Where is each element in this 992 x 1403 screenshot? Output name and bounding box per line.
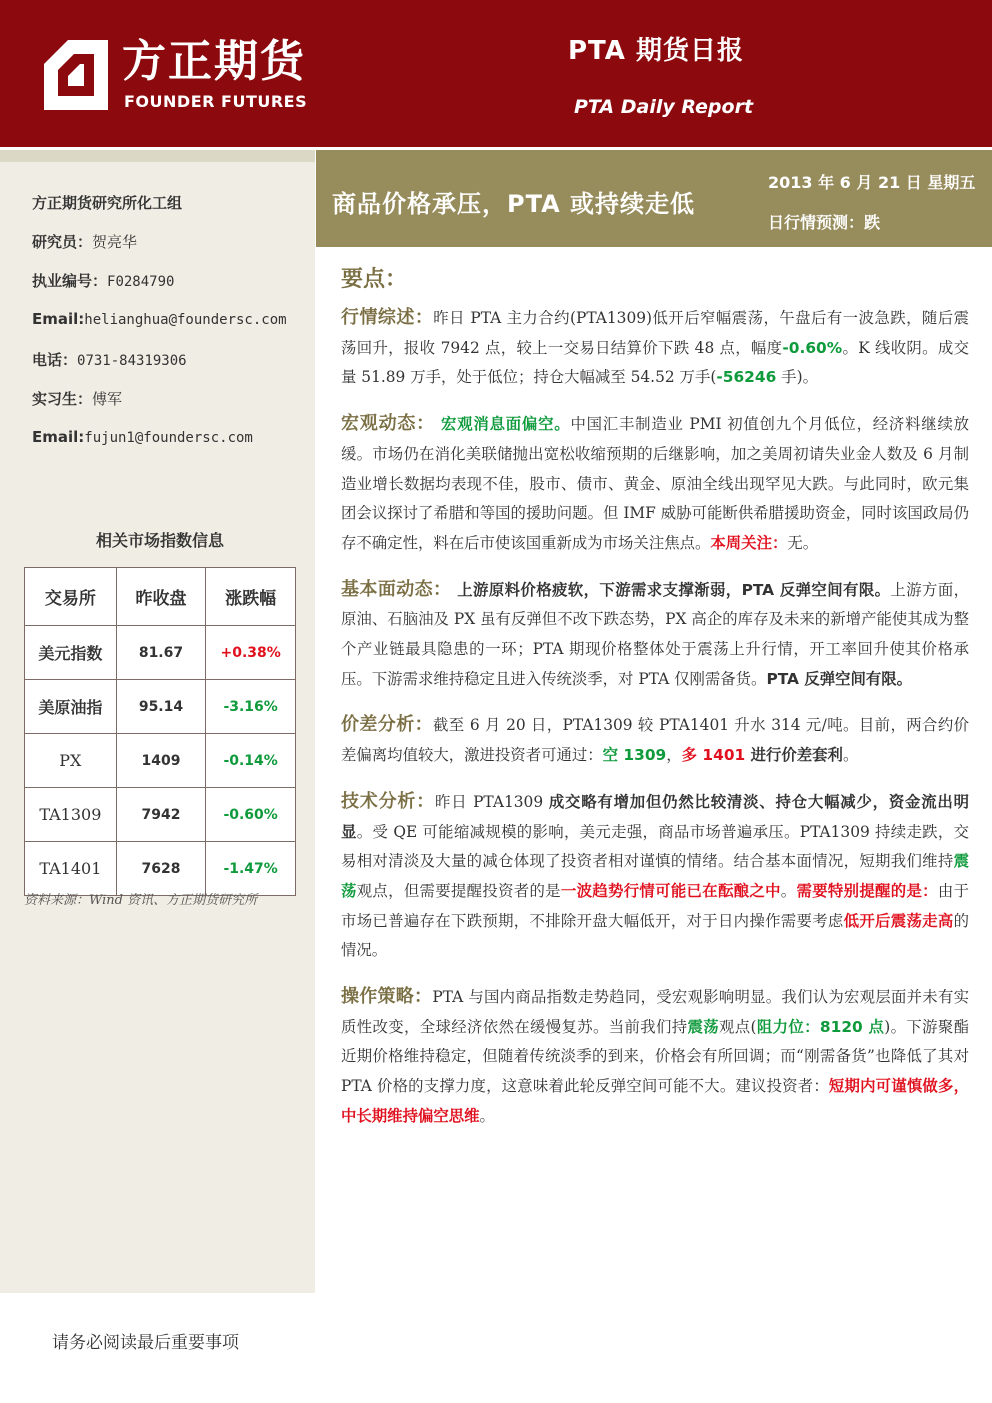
table-row [25, 680, 296, 734]
headline-banner [316, 150, 992, 247]
col-header-close: 昨收盘 [116, 568, 206, 626]
market-index-table [24, 567, 296, 896]
index-name: 美原油指 [25, 680, 117, 734]
index-change: +0.38% [206, 626, 296, 680]
report-date: 2013 年 6 月 21 日 星期五 [768, 173, 976, 192]
founder-logo-icon [44, 40, 108, 110]
index-close: 95.14 [116, 680, 206, 734]
email-line: Email:helianghua@foundersc.com [32, 310, 287, 328]
technical-analysis-paragraph: 技术分析：昨日 PTA1309 成交略有增加但仍然比较清淡、持仓大幅减少，资金流出明显。受 QE 可能缩减规模的影响，美元走强，商品市场普遍承压。PTA1309 持续走跌，交易相对清淡及大量的减仓体现了投资者相对谨慎的情绪。结合基本面情况，短期我们维持震荡观点，但需要提醒投资者的是一波趋势行情可能已在酝酿之中。需要特别提醒的是：由于市场已普遍存在下跌预期，不排除开盘大幅低开，对于日内操作需要考虑低开后震荡走高的情况。 [341, 790, 969, 960]
table-row [25, 734, 296, 788]
footer-notice: 请务必阅读最后重要事项 [52, 1333, 239, 1353]
email2-line: Email:fujun1@foundersc.com [32, 428, 253, 446]
report-title-cn: PTA 期货日报 [568, 36, 744, 66]
table-header-row [25, 568, 296, 626]
index-table-title: 相关市场指数信息 [95, 531, 224, 550]
report-header [0, 0, 992, 147]
source-note: 资料来源：Wind 资讯、方正期货研究所 [24, 893, 258, 908]
report-title-en: PTA Daily Report [574, 96, 754, 118]
daily-forecast: 日行情预测：跌 [768, 213, 881, 232]
macro-paragraph: 宏观动态： 宏观消息面偏空。中国汇丰制造业 PMI 初值创九个月低位，经济料继续放缓。市场仍在消化美联储抛出宽松收缩预期的后继影响，加之美周初请失业金人数及 6 月制造业增长数据均表现不佳，股市、债市、黄金、原油全线出现罕见大跌。与此同时，欧元集团会议探讨了希腊和等国的援助问题。但 IMF 威胁可能断供希腊援助资金，同时该国政局仍存不确定性，料在后市使该国重新成为市场关注焦点。本周关注：无。 [341, 413, 970, 552]
table-row [25, 626, 296, 680]
strategy-paragraph: 操作策略：PTA 与国内商品指数走势趋同，受宏观影响明显。我们认为宏观层面并未有实质性改变，全球经济依然在缓慢复苏。当前我们持震荡观点(阻力位：8120 点)。下游聚酯近期价格维持稳定，但随着传统淡季的到来，价格会有所回调；而“刚需备货”也降低了其对 PTA 价格的支撑力度，这意味着此轮反弹空间可能不大。建议投资者：短期内可谨慎做多，中长期维持偏空思维。 [341, 986, 969, 1125]
index-change: -0.14% [206, 734, 296, 788]
research-group: 方正期货研究所化工组 [32, 194, 183, 212]
logo-text-en: FOUNDER FUTURES [124, 92, 308, 111]
index-change: -1.47% [206, 842, 296, 896]
col-header-exchange: 交易所 [25, 568, 117, 626]
phone-line: 电话：0731-84319306 [32, 351, 187, 369]
index-change: -0.60% [206, 788, 296, 842]
email2-link[interactable]: fujun1@foundersc.com [84, 430, 253, 446]
researcher-line: 研究员：贺亮华 [32, 233, 138, 251]
table-row [25, 842, 296, 896]
key-points-title: 要点： [341, 267, 408, 292]
headline-title: 商品价格承压，PTA 或持续走低 [332, 190, 696, 218]
sidebar-divider [0, 150, 315, 162]
index-name: 美元指数 [25, 626, 117, 680]
intern-line: 实习生：傅军 [32, 390, 123, 408]
index-close: 7628 [116, 842, 206, 896]
email-link[interactable]: helianghua@foundersc.com [84, 312, 287, 328]
index-name: TA1401 [25, 842, 117, 896]
market-summary-paragraph: 行情综述：昨日 PTA 主力合约(PTA1309)低开后窄幅震荡，午盘后有一波急跌，随后震荡回升，报收 7942 点，较上一交易日结算价下跌 48 点，幅度-0.60%。K 线收阴。成交量 51.89 万手，处于低位；持仓大幅减至 54.52 万手(-56246 手)。 [341, 307, 970, 387]
index-name: PX [25, 734, 117, 788]
index-change: -3.16% [206, 680, 296, 734]
index-close: 81.67 [116, 626, 206, 680]
spread-analysis-paragraph: 价差分析：截至 6 月 20 日，PTA1309 较 PTA1401 升水 314 元/吨。目前，两合约价差偏离均值较大，激进投资者可通过：空 1309，多 1401 进行价差套利。 [341, 714, 970, 765]
logo-text-cn: 方正期货 [122, 36, 306, 87]
table-row [25, 788, 296, 842]
index-close: 1409 [116, 734, 206, 788]
fundamentals-paragraph: 基本面动态： 上游原料价格疲软，下游需求支撑渐弱，PTA 反弹空间有限。上游方面，原油、石脑油及 PX 虽有反弹但不改下跌态势，PX 高企的库存及未来的新增产能使其成为整个产业链最具隐患的一环；PTA 期现价格整体处于震荡上升行情，开工率回升使其价格承压。下游需求维持稳定且进入传统淡季，对 PTA 仅刚需备货。PTA 反弹空间有限。 [341, 578, 970, 688]
license-line: 执业编号：F0284790 [32, 272, 175, 290]
index-close: 7942 [116, 788, 206, 842]
col-header-change: 涨跌幅 [206, 568, 296, 626]
main-content [341, 262, 969, 1148]
index-name: TA1309 [25, 788, 117, 842]
